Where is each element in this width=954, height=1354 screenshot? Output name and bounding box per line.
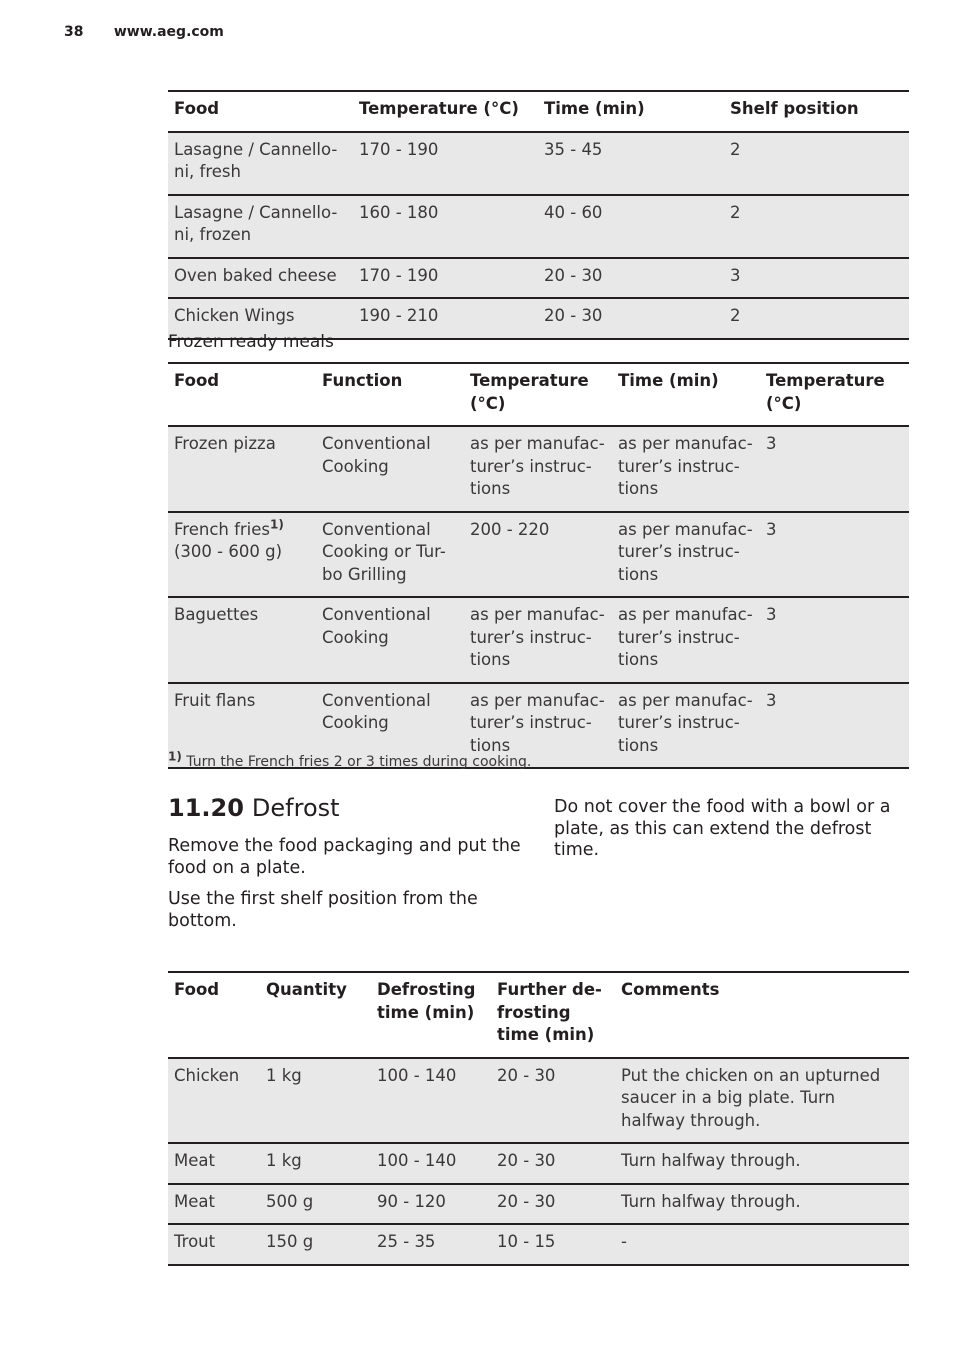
cell-further-time: 20 - 30 xyxy=(497,1191,556,1211)
cell-defrosting-time: 100 - 140 xyxy=(377,1065,457,1085)
cell-temperature: 160 - 180 xyxy=(359,202,439,222)
defrost-paragraph-cover: Do not cover the food with a bowl or a plate, as this can extend the defrost time. xyxy=(554,797,891,860)
column-header: Temperature (°C) xyxy=(766,371,885,413)
cell-shelf: 3 xyxy=(766,605,777,624)
cell-defrosting-time: 25 - 35 xyxy=(377,1232,436,1251)
section-heading xyxy=(168,794,340,822)
cell-shelf: 2 xyxy=(730,139,741,159)
footnote xyxy=(168,749,532,770)
cell-quantity: 500 g xyxy=(266,1191,314,1211)
footnote-reference: 1) xyxy=(270,517,284,531)
dishes-table xyxy=(168,90,909,340)
column-header: Function xyxy=(322,371,403,390)
column-header: Temperature (°C) xyxy=(359,99,519,118)
table-row xyxy=(168,195,909,258)
cell-shelf: 3 xyxy=(766,434,777,453)
column-header: Time (min) xyxy=(544,99,645,118)
cell-shelf: 3 xyxy=(730,265,741,285)
cell-temperature: as per manufac-turer’s instruc-tions xyxy=(470,690,605,755)
frozen-meals-table xyxy=(168,362,909,769)
column-header: Defrosting time (min) xyxy=(377,980,476,1022)
cell-temperature: 190 - 210 xyxy=(359,306,439,325)
cell-quantity: 1 kg xyxy=(266,1065,302,1085)
cell-shelf: 2 xyxy=(730,306,741,325)
defrost-paragraph-shelf: Use the first shelf position from the bottom. xyxy=(168,889,478,931)
cell-time: as per manufac-turer’s instruc-tions xyxy=(618,434,753,498)
table-row xyxy=(168,1184,909,1225)
table-row xyxy=(168,258,909,299)
page-header xyxy=(64,24,224,40)
website-url: www.aeg.com xyxy=(113,24,224,40)
cell-shelf: 2 xyxy=(730,202,741,222)
cell-food: Trout xyxy=(174,1232,216,1251)
column-header: Food xyxy=(174,99,220,118)
column-header: Comments xyxy=(621,980,720,999)
cell-food: Oven baked cheese xyxy=(174,265,337,285)
table-row xyxy=(168,1058,909,1144)
cell-temperature: as per manufac-turer’s instruc-tions xyxy=(470,605,605,669)
frozen-meals-caption: Frozen ready meals xyxy=(168,332,334,352)
footnote-text: Turn the French fries 2 or 3 times during cooking. xyxy=(186,754,532,770)
cell-food xyxy=(168,512,316,598)
table-row xyxy=(168,132,909,195)
cell-time: as per manufac-turer’s instruc-tions xyxy=(618,690,753,755)
cell-temperature: as per manufac-turer’s instruc-tions xyxy=(470,434,605,498)
cell-food: Meat xyxy=(174,1151,215,1170)
cell-further-time: 20 - 30 xyxy=(497,1151,556,1170)
table-row xyxy=(168,426,909,512)
food-quantity: (300 - 600 g) xyxy=(174,542,283,561)
cell-defrosting-time: 100 - 140 xyxy=(377,1151,457,1170)
cell-food: Lasagne / Cannello-ni, fresh xyxy=(174,139,338,181)
table-header-row xyxy=(168,91,909,132)
food-name: Baguettes xyxy=(174,605,259,624)
column-header: Time (min) xyxy=(618,371,719,390)
table-header-row xyxy=(168,363,909,426)
page-number: 38 xyxy=(64,24,84,40)
column-header: Further de-frosting time (min) xyxy=(497,980,602,1044)
food-name: French fries xyxy=(174,519,271,539)
table-header-row xyxy=(168,972,909,1058)
cell-time: as per manufac-turer’s instruc-tions xyxy=(618,519,753,584)
cell-food: Lasagne / Cannello-ni, frozen xyxy=(174,202,338,244)
cell-food xyxy=(168,597,316,683)
column-header: Shelf position xyxy=(730,99,859,118)
table-row xyxy=(168,512,909,598)
cell-time: 20 - 30 xyxy=(544,306,603,325)
cell-comments: Put the chicken on an upturned saucer in a big plate. Turn halfway through. xyxy=(621,1065,881,1130)
cell-function: Conventional Cooking xyxy=(322,605,431,647)
cell-comments: Turn halfway through. xyxy=(621,1151,801,1170)
cell-time: 40 - 60 xyxy=(544,202,603,222)
section-title: Defrost xyxy=(251,794,340,822)
defrost-table xyxy=(168,971,909,1266)
cell-time: 20 - 30 xyxy=(544,265,603,285)
column-header: Quantity xyxy=(266,980,347,999)
cell-shelf: 3 xyxy=(766,519,777,539)
column-header: Temperature (°C) xyxy=(470,371,589,413)
cell-shelf: 3 xyxy=(766,690,777,710)
cell-function: Conventional Cooking or Tur-bo Grilling xyxy=(322,519,446,584)
food-name: Fruit flans xyxy=(174,690,256,710)
cell-temperature: 200 - 220 xyxy=(470,519,550,539)
cell-time: 35 - 45 xyxy=(544,139,603,159)
cell-temperature: 170 - 190 xyxy=(359,139,439,159)
cell-time: as per manufac-turer’s instruc-tions xyxy=(618,605,753,669)
cell-defrosting-time: 90 - 120 xyxy=(377,1191,446,1211)
cell-quantity: 1 kg xyxy=(266,1151,302,1170)
table-row xyxy=(168,1224,909,1265)
cell-food: Chicken Wings xyxy=(174,306,295,325)
cell-function: Conventional Cooking xyxy=(322,690,431,732)
defrost-paragraph-packaging: Remove the food packaging and put the food on a plate. xyxy=(168,836,521,878)
section-number: 11.20 xyxy=(168,794,244,822)
cell-food: Chicken xyxy=(174,1065,240,1085)
table-row xyxy=(168,597,909,683)
column-header: Food xyxy=(174,980,220,999)
cell-comments: - xyxy=(621,1232,627,1251)
cell-further-time: 20 - 30 xyxy=(497,1065,556,1085)
footnote-mark: 1) xyxy=(168,749,182,764)
food-name: Frozen pizza xyxy=(174,434,276,453)
cell-food xyxy=(168,426,316,512)
cell-further-time: 10 - 15 xyxy=(497,1232,556,1251)
table-row xyxy=(168,1143,909,1184)
cell-comments: Turn halfway through. xyxy=(621,1191,801,1211)
cell-food: Meat xyxy=(174,1191,215,1211)
cell-temperature: 170 - 190 xyxy=(359,265,439,285)
cell-function: Conventional Cooking xyxy=(322,434,431,476)
column-header: Food xyxy=(174,371,220,390)
cell-quantity: 150 g xyxy=(266,1232,314,1251)
